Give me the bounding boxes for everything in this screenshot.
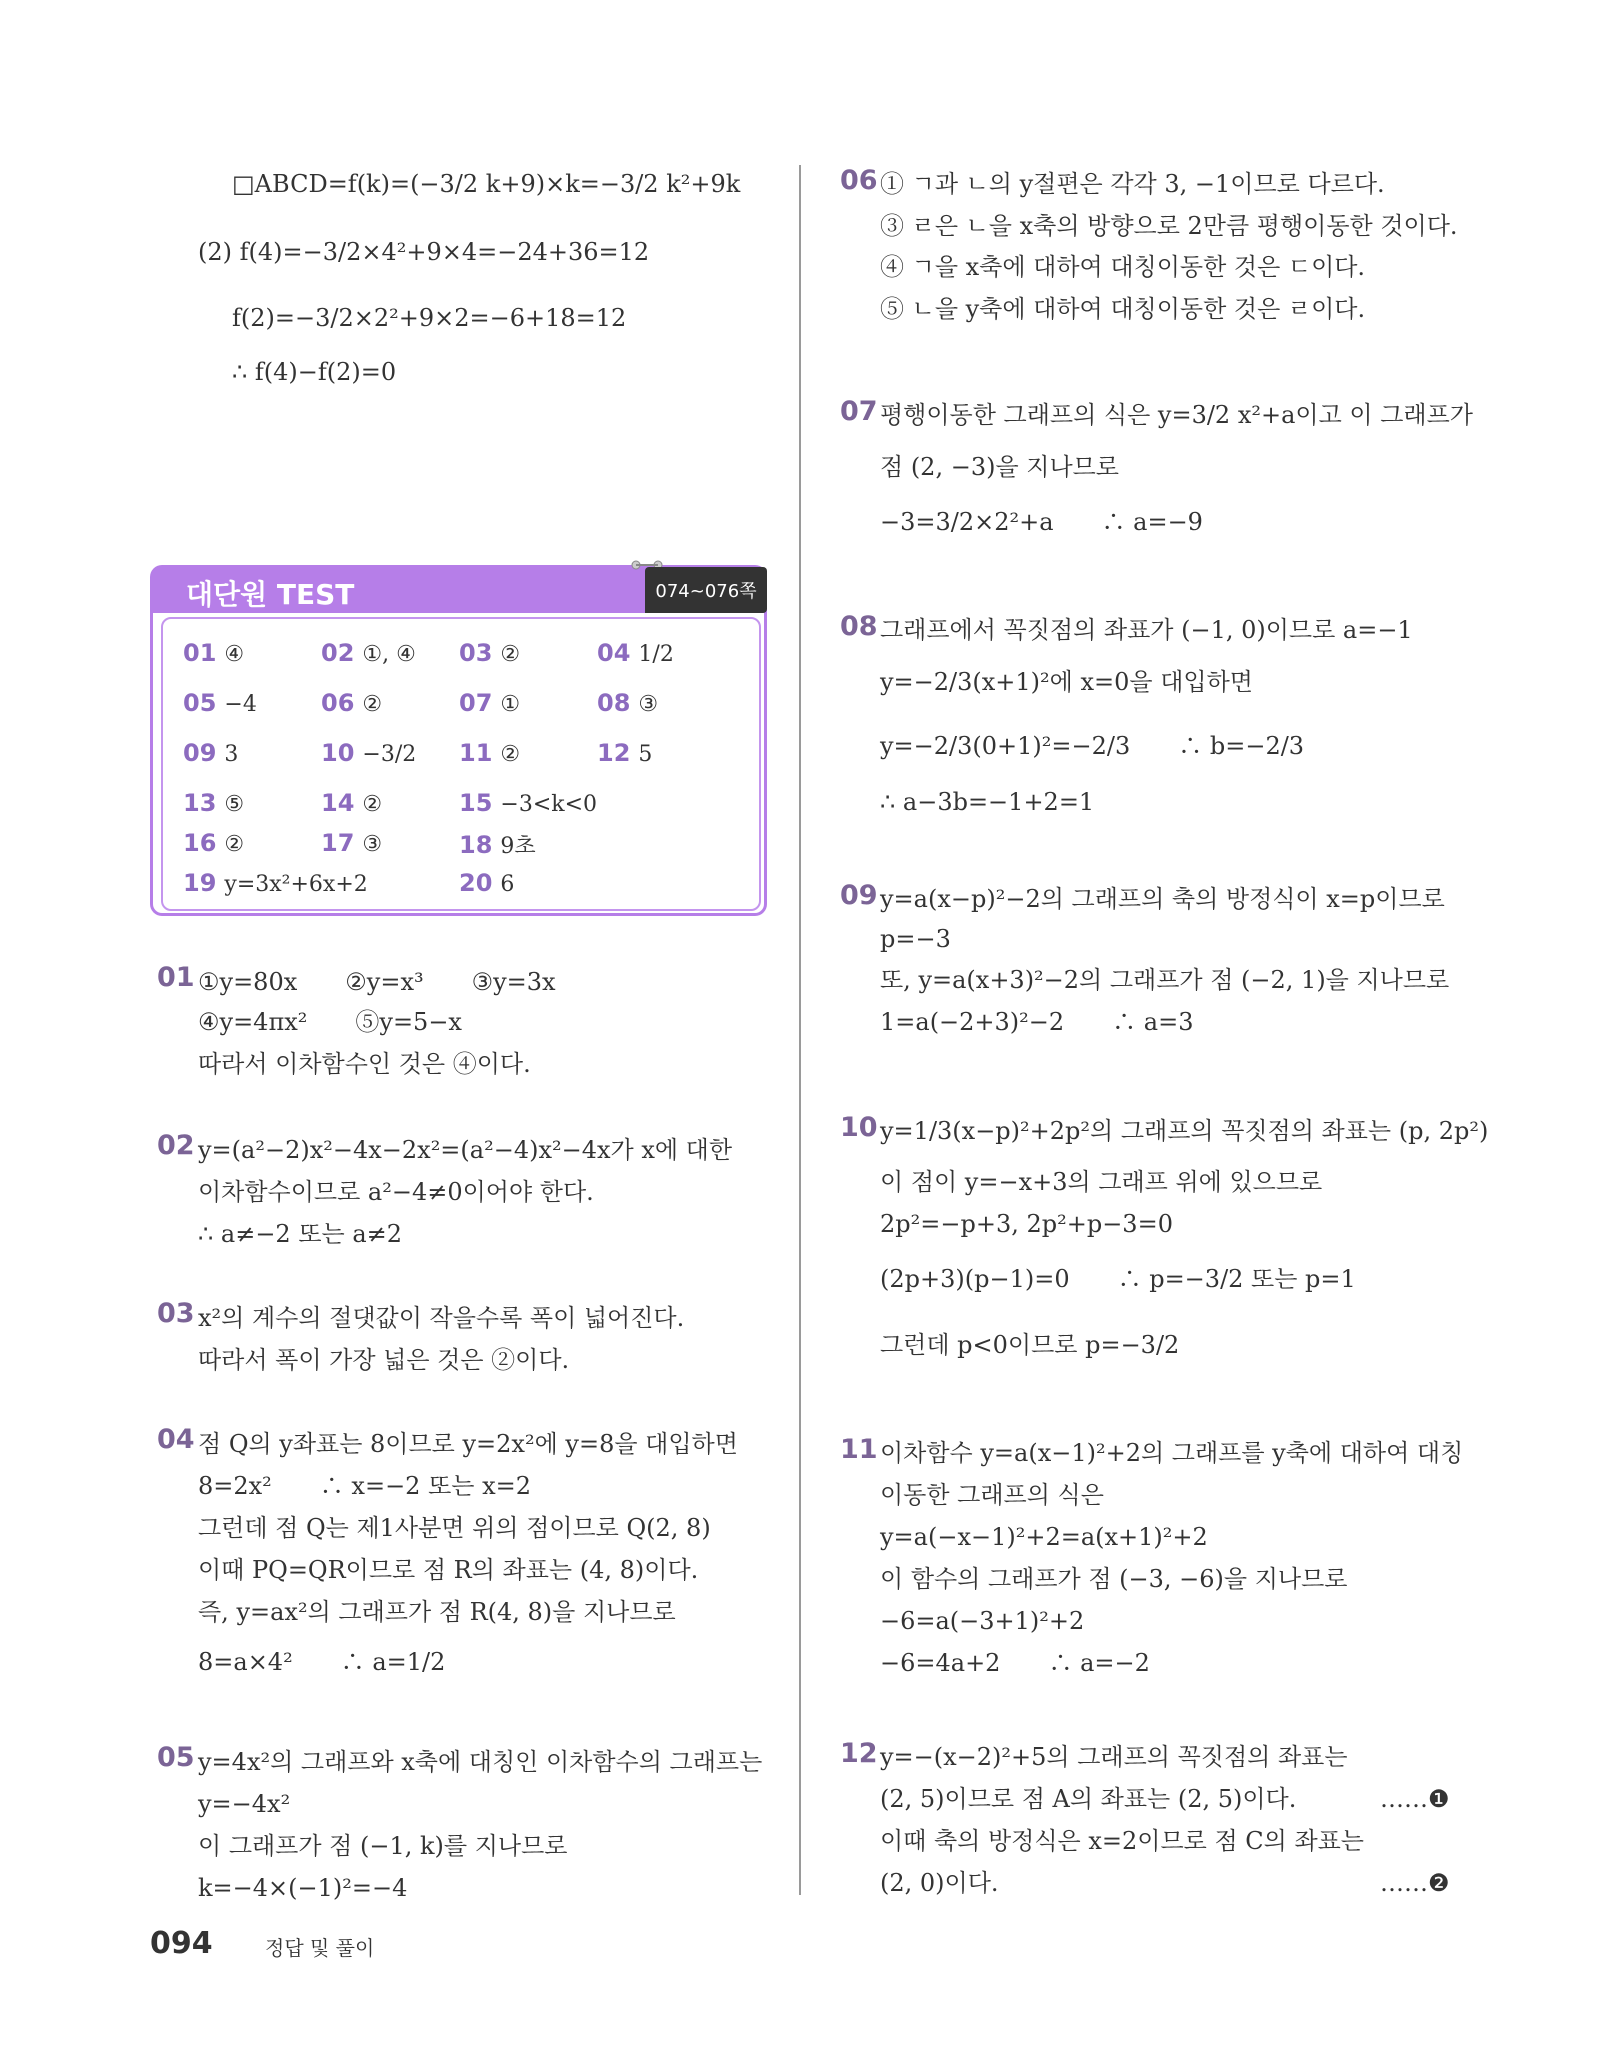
solution-line: y=−(x−2)²+5의 그래프의 꼭짓점의 좌표는 [880,1743,1348,1771]
problem-number: 10 [840,1112,878,1143]
step-marker: ……❶ [1380,1785,1450,1813]
solution-line: ①y=80x ②y=x³ ③y=3x [198,968,556,996]
problem-number: 07 [840,396,878,427]
answer-item: 19 y=3x²+6x+2 [183,869,368,897]
solution-line: 이때 축의 방정식은 x=2이므로 점 C의 좌표는 [880,1827,1364,1855]
answer-item: 06 ② [321,689,383,717]
solution-line: y=1/3(x−p)²+2p²의 그래프의 꼭짓점의 좌표는 (p, 2p²) [880,1117,1489,1145]
answer-item: 17 ③ [321,829,383,857]
problem-number: 04 [157,1424,195,1455]
solution-line: ∴ a−3b=−1+2=1 [880,788,1095,816]
answer-item: 15 −3<k<0 [459,789,598,817]
solution-line: 이차함수 y=a(x−1)²+2의 그래프를 y축에 대하여 대칭 [880,1439,1464,1467]
answer-item: 13 ⑤ [183,789,245,817]
answer-item: 05 −4 [183,689,257,717]
solution-line: p=−3 [880,925,951,953]
solution-line: −6=a(−3+1)²+2 [880,1607,1085,1635]
answer-item: 04 1/2 [597,639,674,667]
problem-number: 02 [157,1130,195,1161]
solution-line: y=−4x² [198,1790,291,1818]
answer-item: 16 ② [183,829,245,857]
solution-line: 이차함수이므로 a²−4≠0이어야 한다. [198,1178,594,1206]
solution-line: (2, 0)이다. [880,1869,999,1897]
answer-item: 03 ② [459,639,521,667]
equation-line: f(2)=−3/2×2²+9×2=−6+18=12 [232,304,627,332]
solution-line: x²의 계수의 절댓값이 작을수록 폭이 넓어진다. [198,1304,685,1332]
solution-line: 이 그래프가 점 (−1, k)를 지나므로 [198,1832,568,1860]
answer-item: 20 6 [459,869,515,897]
answer-item: 10 −3/2 [321,739,417,767]
solution-line: 이 점이 y=−x+3의 그래프 위에 있으므로 [880,1168,1323,1196]
test-title: 대단원 TEST [186,578,355,611]
solution-line: 평행이동한 그래프의 식은 y=3/2 x²+a이고 이 그래프가 [880,401,1473,429]
solution-line: k=−4×(−1)²=−4 [198,1874,408,1902]
problem-number: 06 [840,165,878,196]
solution-line: y=a(−x−1)²+2=a(x+1)²+2 [880,1523,1208,1551]
solution-line: (2p+3)(p−1)=0 ∴ p=−3/2 또는 p=1 [880,1265,1356,1293]
page-number: 094 [150,1926,213,1961]
problem-number: 12 [840,1738,878,1769]
solution-line: y=4x²의 그래프와 x축에 대칭인 이차함수의 그래프는 [198,1748,763,1776]
problem-number: 11 [840,1434,878,1465]
solution-line: ① ㄱ과 ㄴ의 y절편은 각각 3, −1이므로 다르다. [880,170,1385,198]
unit-test-answer-box [150,565,768,920]
answer-grid [161,617,761,911]
answer-item: 02 ①, ④ [321,639,416,667]
answer-item: 18 9초 [459,831,536,859]
answer-item: 12 5 [597,739,653,767]
solution-line: 2p²=−p+3, 2p²+p−3=0 [880,1210,1173,1238]
problem-number: 09 [840,880,878,911]
answer-item: 11 ② [459,739,521,767]
solution-line: y=−2/3(x+1)²에 x=0을 대입하면 [880,668,1253,696]
page-range-tag: 074~076쪽 [645,567,767,613]
solution-line: ⑤ ㄴ을 y축에 대하여 대칭이동한 것은 ㄹ이다. [880,295,1366,323]
solution-line: y=a(x−p)²−2의 그래프의 축의 방정식이 x=p이므로 [880,885,1445,913]
solution-line: ④ ㄱ을 x축에 대하여 대칭이동한 것은 ㄷ이다. [880,253,1366,281]
solution-line: 이때 PQ=QR이므로 점 R의 좌표는 (4, 8)이다. [198,1556,699,1584]
solution-line: 따라서 폭이 가장 넓은 것은 ②이다. [198,1346,570,1374]
step-marker: ……❷ [1380,1869,1450,1897]
solution-line: 이동한 그래프의 식은 [880,1481,1104,1509]
solution-line: 1=a(−2+3)²−2 ∴ a=3 [880,1008,1194,1036]
equation-line: (2) f(4)=−3/2×4²+9×4=−24+36=12 [198,238,650,266]
problem-number: 03 [157,1298,195,1329]
test-body [150,613,767,916]
solution-line: ∴ a≠−2 또는 a≠2 [198,1220,403,1248]
solution-line: 점 (2, −3)을 지나므로 [880,453,1119,481]
problem-number: 05 [157,1742,195,1773]
solution-line: 따라서 이차함수인 것은 ④이다. [198,1050,531,1078]
column-divider [799,165,801,1895]
solution-line: 또, y=a(x+3)²−2의 그래프가 점 (−2, 1)을 지나므로 [880,966,1450,994]
problem-number: 08 [840,611,878,642]
solution-line: y=−2/3(0+1)²=−2/3 ∴ b=−2/3 [880,732,1305,760]
solution-line: (2, 5)이므로 점 A의 좌표는 (2, 5)이다. [880,1785,1297,1813]
problem-number: 01 [157,962,195,993]
solution-line: y=(a²−2)x²−4x−2x²=(a²−4)x²−4x가 x에 대한 [198,1136,733,1164]
answer-item: 01 ④ [183,639,245,667]
footer-label: 정답 및 풀이 [265,1936,375,1960]
solution-line: −6=4a+2 ∴ a=−2 [880,1649,1150,1677]
solution-line: 8=2x² ∴ x=−2 또는 x=2 [198,1472,531,1500]
equation-line: ∴ f(4)−f(2)=0 [232,358,397,386]
solution-line: ④y=4πx² ⑤y=5−x [198,1008,462,1036]
solution-line: 이 함수의 그래프가 점 (−3, −6)을 지나므로 [880,1565,1348,1593]
solution-line: ③ ㄹ은 ㄴ을 x축의 방향으로 2만큼 평행이동한 것이다. [880,212,1458,240]
answer-item: 09 3 [183,739,239,767]
solution-line: 그런데 점 Q는 제1사분면 위의 점이므로 Q(2, 8) [198,1514,711,1542]
answer-item: 08 ③ [597,689,659,717]
solution-line: 즉, y=ax²의 그래프가 점 R(4, 8)을 지나므로 [198,1598,676,1626]
solution-line: 그래프에서 꼭짓점의 좌표가 (−1, 0)이므로 a=−1 [880,616,1413,644]
solution-line: 그런데 p<0이므로 p=−3/2 [880,1331,1180,1359]
equation-line: □ABCD=f(k)=(−3/2 k+9)×k=−3/2 k²+9k [232,170,741,198]
solution-line: −3=3/2×2²+a ∴ a=−9 [880,508,1203,536]
solution-line: 점 Q의 y좌표는 8이므로 y=2x²에 y=8을 대입하면 [198,1430,738,1458]
solution-line: 8=a×4² ∴ a=1/2 [198,1648,446,1676]
answer-item: 07 ① [459,689,521,717]
answer-item: 14 ② [321,789,383,817]
